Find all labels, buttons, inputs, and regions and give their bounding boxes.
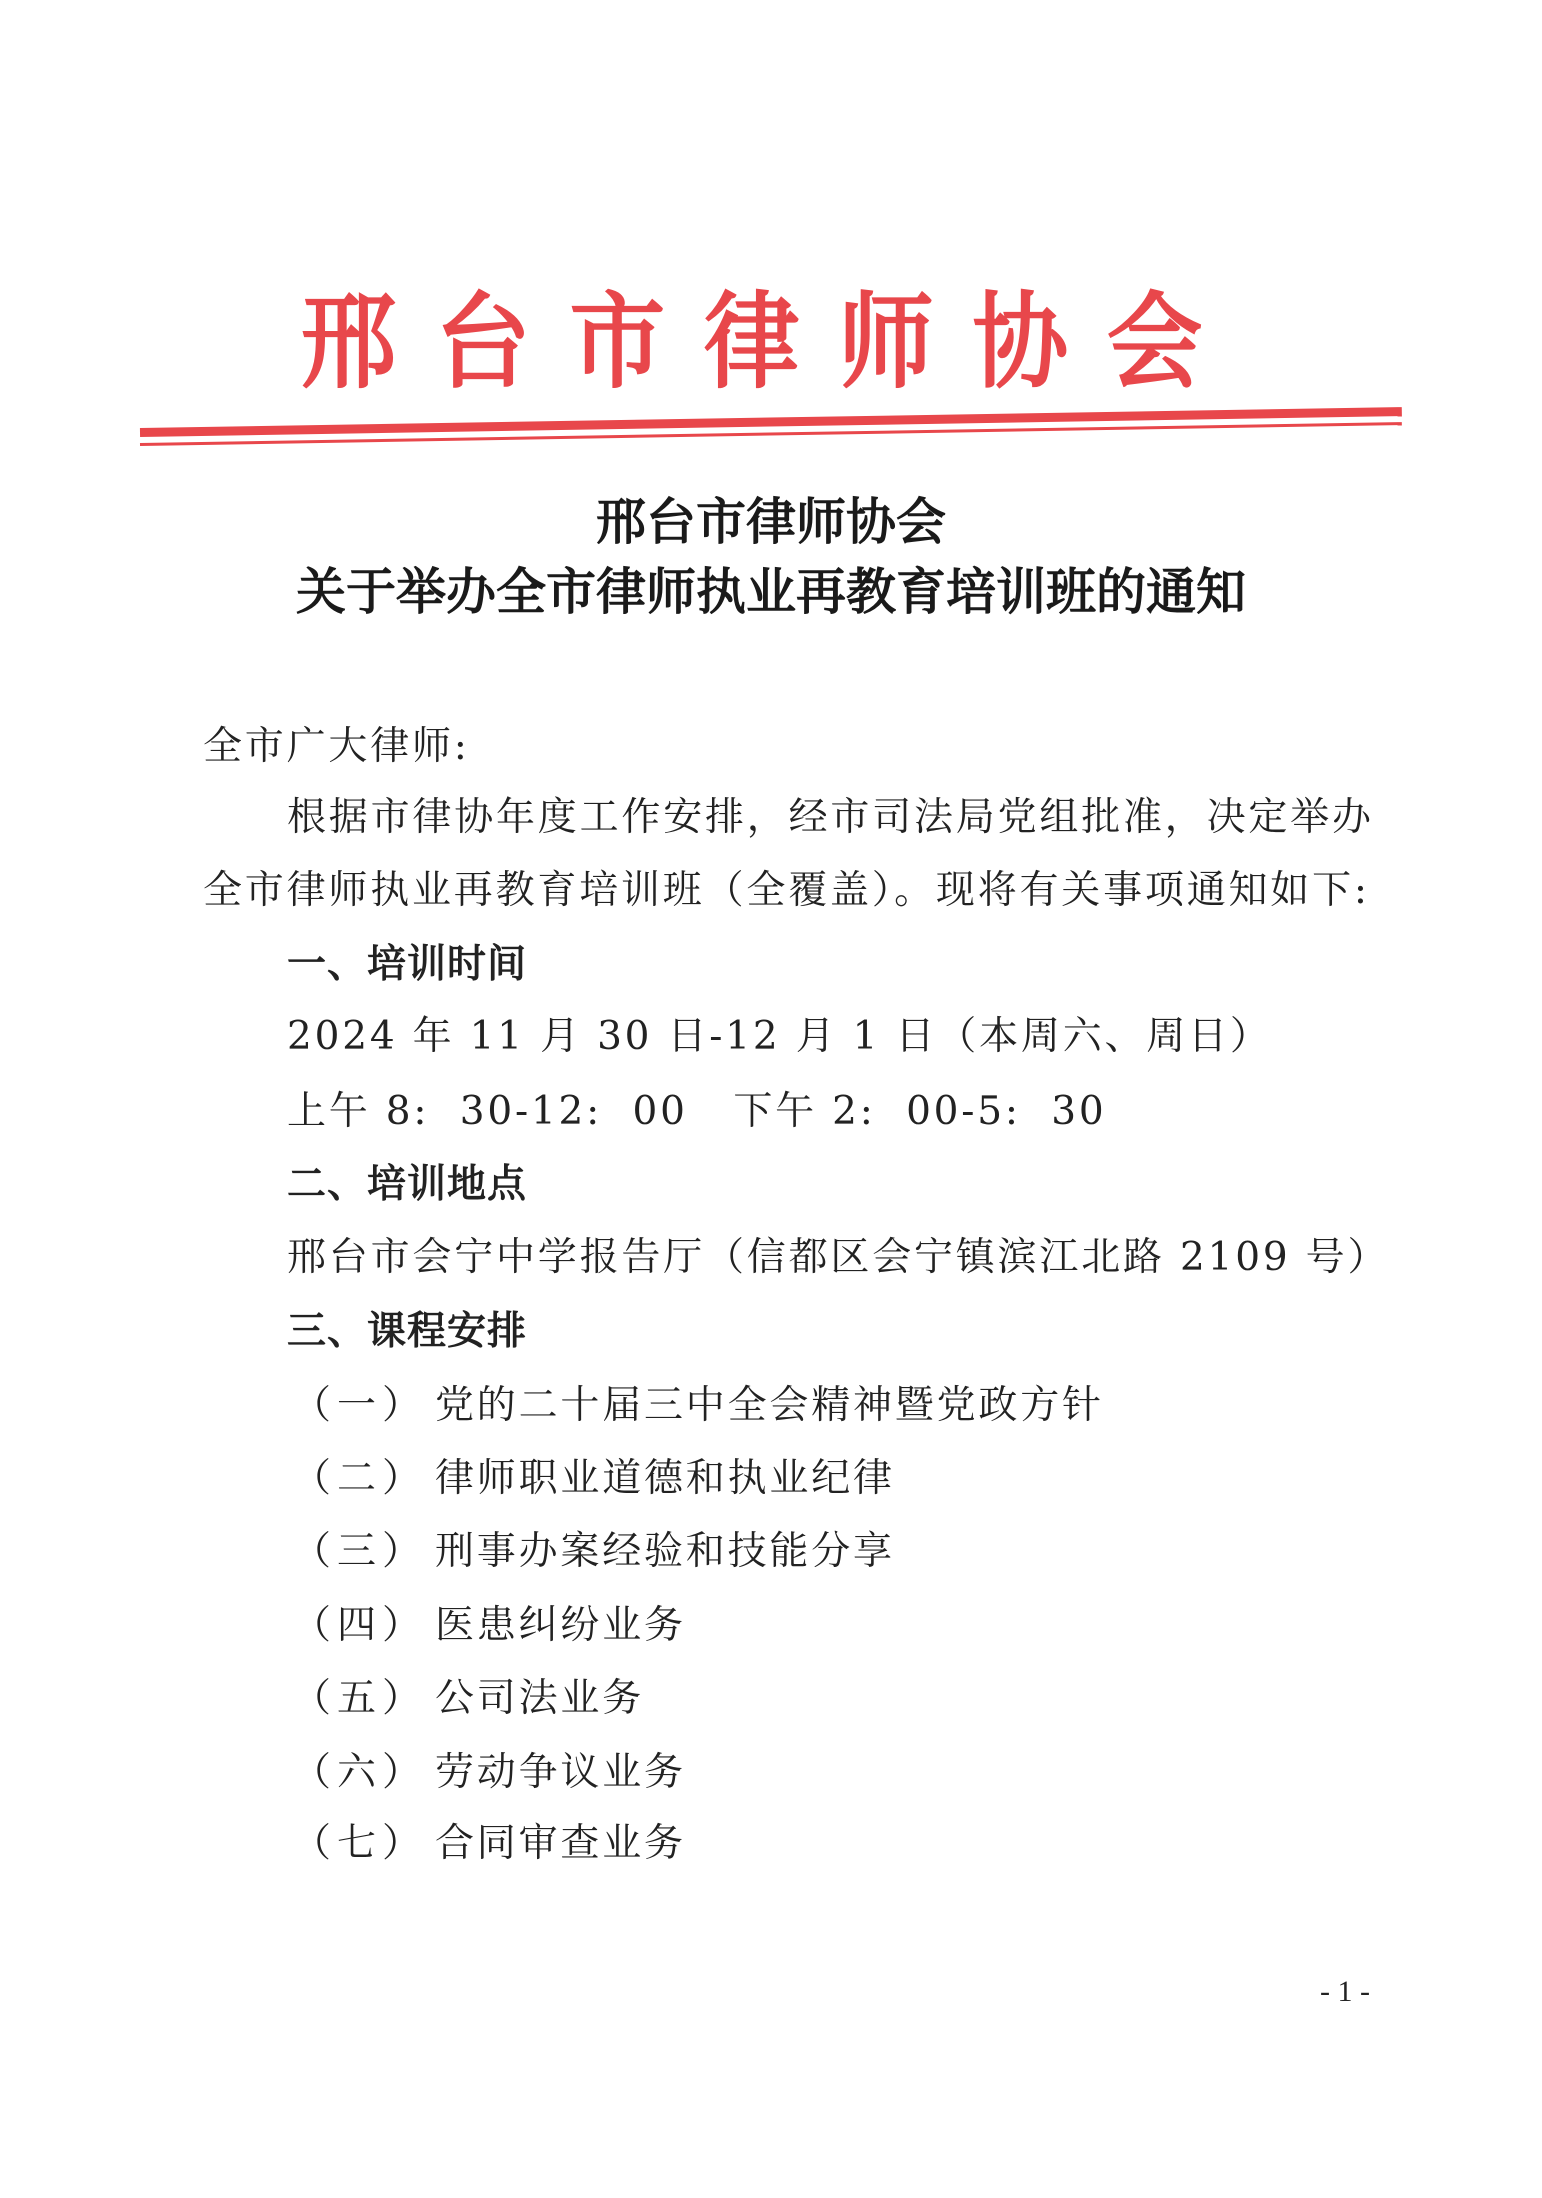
course-number: （四） [292,1603,428,1648]
course-item: 合同审查业务 [435,1821,686,1866]
course-number: （七） [292,1821,428,1866]
course-number: （六） [292,1750,428,1795]
section-heading-time: 一、培训时间 [287,942,528,987]
course-item: 刑事办案经验和技能分享 [435,1529,895,1574]
course-item: 医患纠纷业务 [435,1603,686,1648]
training-time: 上午 8: 30-12: 00 下午 2: 00-5: 30 [287,1089,1107,1134]
course-item: 律师职业道德和执业纪律 [435,1456,895,1501]
intro-line-2: 全市律师执业再教育培训班（全覆盖）。现将有关事项通知如下: [203,868,1370,913]
course-number: （一） [292,1383,428,1428]
training-address: 邢台市会宁中学报告厅（信都区会宁镇滨江北路 2109 号） [287,1235,1390,1280]
course-item: 劳动争议业务 [435,1750,686,1795]
letterhead-organization: 邢台市律师协会 [300,281,1242,403]
document-title-line2: 关于举办全市律师执业再教育培训班的通知 [296,562,1246,621]
intro-line-1: 根据市律协年度工作安排，经市司法局党组批准，决定举办 [287,795,1374,840]
course-number: （三） [292,1529,428,1574]
course-number: （二） [292,1456,428,1501]
page-number: - 1 - [1320,1975,1370,2008]
course-item: 公司法业务 [435,1676,645,1721]
section-heading-courses: 三、课程安排 [287,1309,528,1354]
course-number: （五） [292,1676,428,1721]
section-heading-location: 二、培训地点 [287,1162,528,1207]
salutation: 全市广大律师: [203,724,470,769]
document-title-line1: 邢台市律师协会 [596,492,946,551]
course-item: 党的二十届三中全会精神暨党政方针 [435,1383,1104,1428]
training-date: 2024 年 11 月 30 日-12 月 1 日（本周六、周日） [287,1014,1272,1059]
